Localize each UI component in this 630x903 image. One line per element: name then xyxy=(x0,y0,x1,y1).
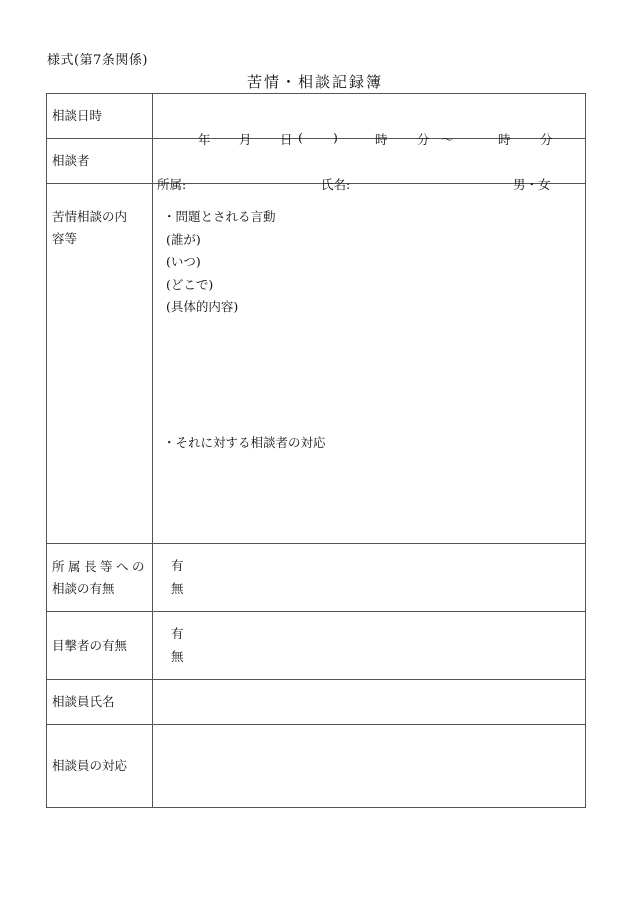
form-number-label: 様式(第7条関係) xyxy=(47,53,148,68)
consultant-label: 相談者 xyxy=(47,139,153,184)
supervisor-consultation-label-line2: 相談の有無 xyxy=(52,580,115,596)
consultant-response-heading: ・それに対する相談者の対応 xyxy=(163,435,326,450)
row-counselor-response xyxy=(47,725,586,808)
name-label: 氏名: xyxy=(321,177,351,192)
witness-field[interactable] xyxy=(153,612,586,680)
problem-behavior-heading: ・問題とされる言動 xyxy=(163,209,276,224)
start-hour-unit: 時 xyxy=(375,132,388,147)
end-hour-unit: 時 xyxy=(498,132,511,147)
counselor-name-field[interactable] xyxy=(153,680,586,725)
complaint-record-table xyxy=(46,93,586,808)
end-minute-unit: 分 xyxy=(540,132,553,147)
counselor-response-field[interactable] xyxy=(153,725,586,808)
complaint-content-label xyxy=(47,184,153,544)
row-datetime xyxy=(47,94,586,139)
complaint-content-label-line2: 容等 xyxy=(52,231,78,246)
supervisor-consultation-label-line1: 所属長等への xyxy=(52,558,149,574)
row-counselor-name xyxy=(47,680,586,725)
supervisor-yes-option[interactable]: 有 xyxy=(171,558,184,573)
witness-no-option[interactable]: 無 xyxy=(171,648,184,664)
affiliation-label: 所属: xyxy=(157,177,187,192)
details-prompt: (具体的内容) xyxy=(166,299,239,314)
weekday-paren-close: ) xyxy=(333,130,338,145)
row-supervisor-consultation xyxy=(47,544,586,612)
supervisor-consultation-field[interactable] xyxy=(153,544,586,612)
consultant-field[interactable] xyxy=(153,139,586,192)
where-prompt: (どこで) xyxy=(166,276,214,292)
row-complaint-content xyxy=(47,184,586,544)
datetime-label: 相談日時 xyxy=(47,94,153,139)
witness-yes-option[interactable]: 有 xyxy=(171,626,184,641)
month-unit: 月 xyxy=(239,132,252,147)
datetime-field[interactable] xyxy=(153,94,586,147)
gender-choice: 男・女 xyxy=(513,177,551,192)
range-tilde: 〜 xyxy=(441,132,454,147)
day-unit: 日 xyxy=(280,132,293,147)
when-prompt: (いつ) xyxy=(166,254,201,269)
document-title: 苦情・相談記録簿 xyxy=(246,73,383,91)
supervisor-no-option[interactable]: 無 xyxy=(171,580,184,596)
year-unit: 年 xyxy=(198,132,211,147)
supervisor-consultation-label xyxy=(47,544,153,612)
weekday-paren-open: ( xyxy=(298,130,303,145)
witness-label: 目撃者の有無 xyxy=(47,612,153,680)
row-witness xyxy=(47,612,586,680)
counselor-response-label: 相談員の対応 xyxy=(47,725,153,808)
counselor-name-label: 相談員氏名 xyxy=(47,680,153,725)
complaint-content-label-line1: 苦情相談の内 xyxy=(52,209,128,224)
who-prompt: (誰が) xyxy=(166,231,201,247)
start-minute-unit: 分 xyxy=(417,132,430,147)
complaint-content-field[interactable] xyxy=(153,184,586,544)
